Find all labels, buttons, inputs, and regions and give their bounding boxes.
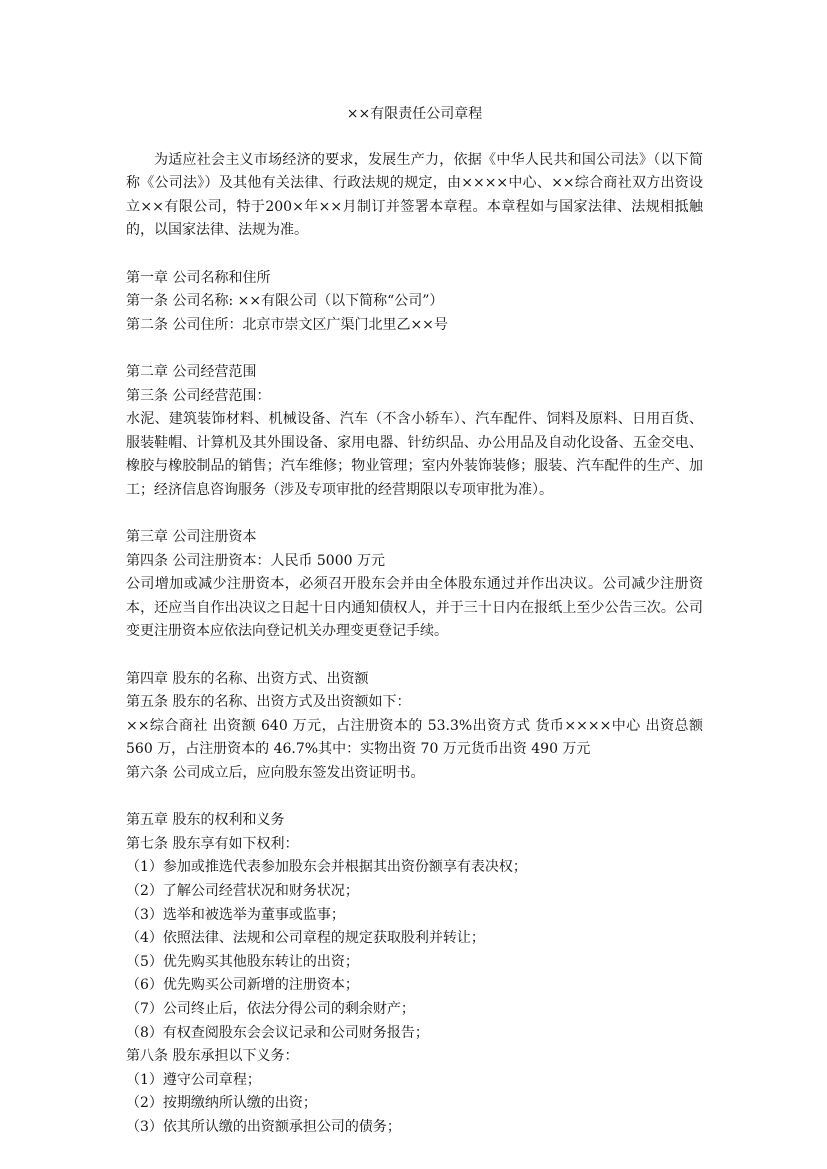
list-item: （3）依其所认缴的出资额承担公司的债务； [126,1118,401,1135]
list-item: （3）选举和被选举为董事或监事； [126,906,345,923]
chapter-5-heading: 第五章 股东的权利和义务 [126,812,285,829]
article-8: 第八条 股东承担以下义务： [126,1048,299,1065]
article-6: 第六条 公司成立后，应向股东签发出资证明书。 [126,765,425,782]
list-item: （7）公司终止后，依法分得公司的剩余财产； [126,1000,415,1017]
article-1: 第一条 公司名称: ××有限公司（以下简称“公司”） [126,293,444,310]
list-item: （1）遵守公司章程； [126,1071,261,1088]
chapter-1-heading: 第一章 公司名称和住所 [126,269,271,286]
list-item: （2）了解公司经营状况和财务状况； [126,883,359,899]
list-item: （6）优先购买公司新增的注册资本； [126,977,359,994]
preamble-paragraph: 为适应社会主义市场经济的要求，发展生产力，依据《中华人民共和国公司法》（以下简称《公司法》）及其他有关法律、行政法规的规定，由××××中心、××综合商社双方出资设立××有限公司，特于200×年××月制订并签署本章程。本章程如与国家法律、法规相抵触的，以国家法律、法规为准。 [126,151,703,239]
chapter-2-heading: 第二章 公司经营范围 [126,363,257,380]
article-2: 第二条 公司住所：北京市崇文区广渠门北里乙××号 [126,316,448,333]
capital-change-paragraph: 公司增加或减少注册资本，必须召开股东会并由全体股东通过并作出决议。公司减少注册资本，还应当自作出决议之日起十日内通知债权人，并于三十日内在报纸上至少公告三次。公司变更注册资本应依法向登记机关办理变更登记手续。 [126,576,703,640]
list-item: （5）优先购买其他股东转让的出资； [126,953,359,970]
document-title: ××有限责任公司章程 [346,106,483,122]
chapter-3-heading: 第三章 公司注册资本 [126,529,257,546]
list-item: （1）参加或推选代表参加股东会并根据其出资份额享有表决权； [126,859,527,876]
list-item: （2）按期缴纳所认缴的出资； [126,1095,317,1112]
article-7: 第七条 股东享有如下权利： [126,835,299,852]
article-5: 第五条 股东的名称、出资方式及出资额如下： [126,694,411,711]
document-body [126,103,703,1140]
article-4: 第四条 公司注册资本：人民币 5000 万元 [126,552,385,569]
contribution-paragraph: ××综合商社 出资额 640 万元，占注册资本的 53.3%出资方式 货币××××中心 出资总额 560 万，占注册资本的 46.7%其中：实物出资 70 万元货币出资 490 万元 [126,717,703,758]
list-item: （8）有权查阅股东会会议记录和公司财务报告； [126,1024,429,1041]
business-scope-paragraph: 水泥、建筑装饰材料、机械设备、汽车（不含小轿车）、汽车配件、饲料及原料、日用百货、服装鞋帽、计算机及其外围设备、家用电器、针纺织品、办公用品及自动化设备、五金交电、橡胶与橡胶制品的销售；汽车维修；物业管理；室内外装饰装修；服装、汽车配件的生产、加工；经济信息咨询服务（涉及专项审批的经营期限以专项审批为准）。 [126,411,703,498]
article-3: 第三条 公司经营范围： [126,387,271,404]
list-item: （4）依照法律、法规和公司章程的规定获取股利并转让； [126,930,485,947]
chapter-4-heading: 第四章 股东的名称、出资方式、出资额 [126,670,369,687]
